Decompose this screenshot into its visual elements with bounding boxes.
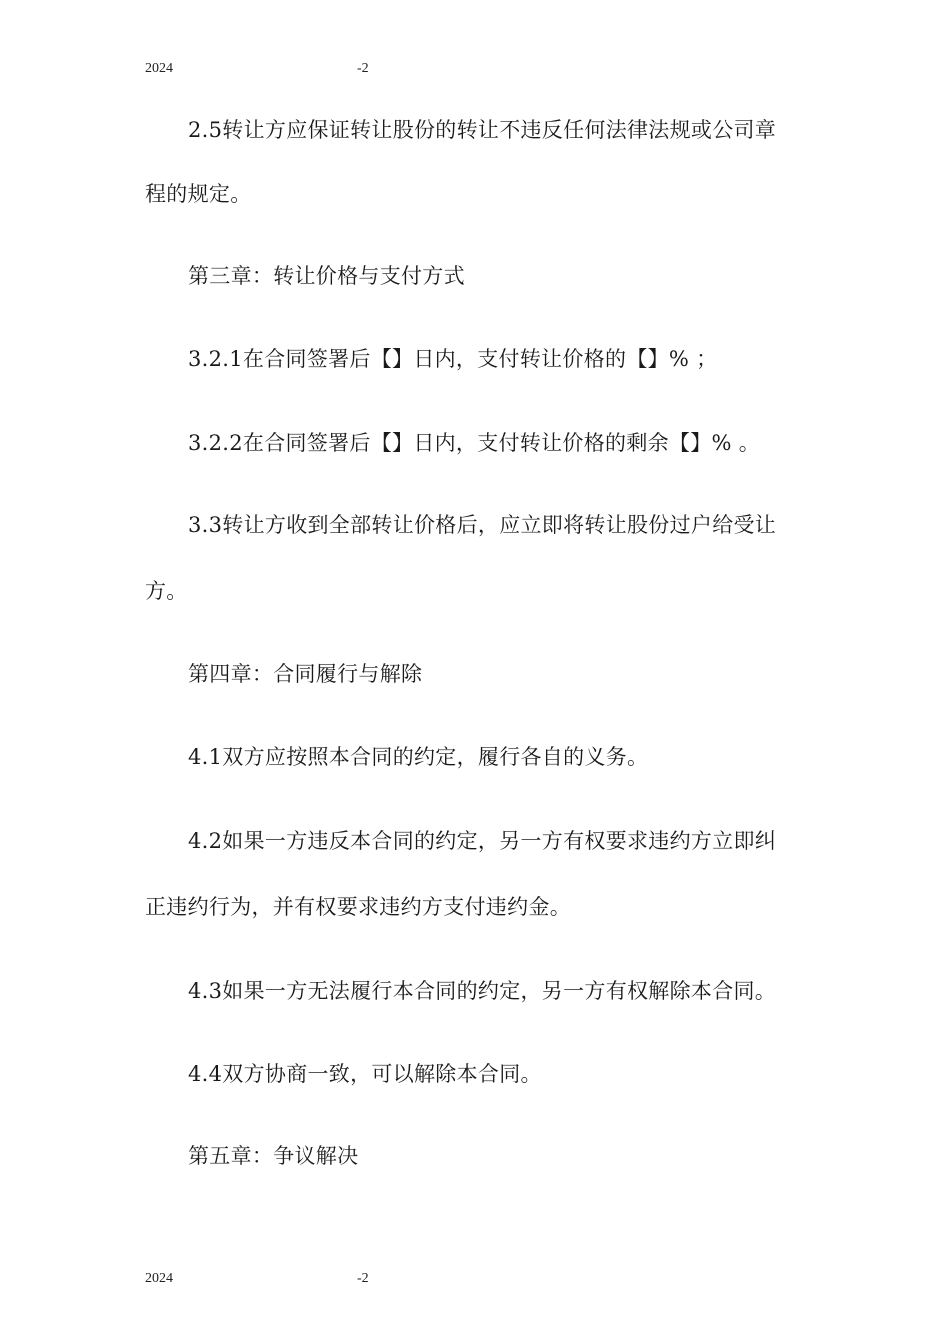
chapter-5-heading: 第五章：争议解决 <box>188 1144 359 1168</box>
chapter-4-heading: 第四章：合同履行与解除 <box>188 662 423 686</box>
clause-4-3: 4.3如果一方无法履行本合同的约定，另一方有权解除本合同。 <box>188 979 777 1003</box>
clause-4-1: 4.1双方应按照本合同的约定，履行各自的义务。 <box>188 745 649 769</box>
clause-4-4: 4.4双方协商一致，可以解除本合同。 <box>188 1062 542 1086</box>
header-page-number: -2 <box>357 61 369 76</box>
clause-2-5: 2.5转让方应保证转让股份的转让不违反任何法律法规或公司章 <box>188 118 777 142</box>
clause-3-2-1: 3.2.1在合同签署后【】日内，支付转让价格的【】% ； <box>188 347 718 371</box>
clause-2-5-continued: 程的规定。 <box>145 182 252 206</box>
clause-3-2-2: 3.2.2在合同签署后【】日内，支付转让价格的剩余【】% 。 <box>188 431 761 455</box>
clause-3-3: 3.3转让方收到全部转让价格后，应立即将转让股份过户给受让 <box>188 513 777 537</box>
footer-page-number: -2 <box>357 1271 369 1286</box>
header-year: 2024 <box>145 61 173 76</box>
clause-4-2-continued: 正违约行为，并有权要求违约方支付违约金。 <box>145 895 571 919</box>
clause-3-3-continued: 方。 <box>145 579 188 603</box>
chapter-3-heading: 第三章：转让价格与支付方式 <box>188 264 465 288</box>
footer-year: 2024 <box>145 1271 173 1286</box>
clause-4-2: 4.2如果一方违反本合同的约定，另一方有权要求违约方立即纠 <box>188 829 777 853</box>
